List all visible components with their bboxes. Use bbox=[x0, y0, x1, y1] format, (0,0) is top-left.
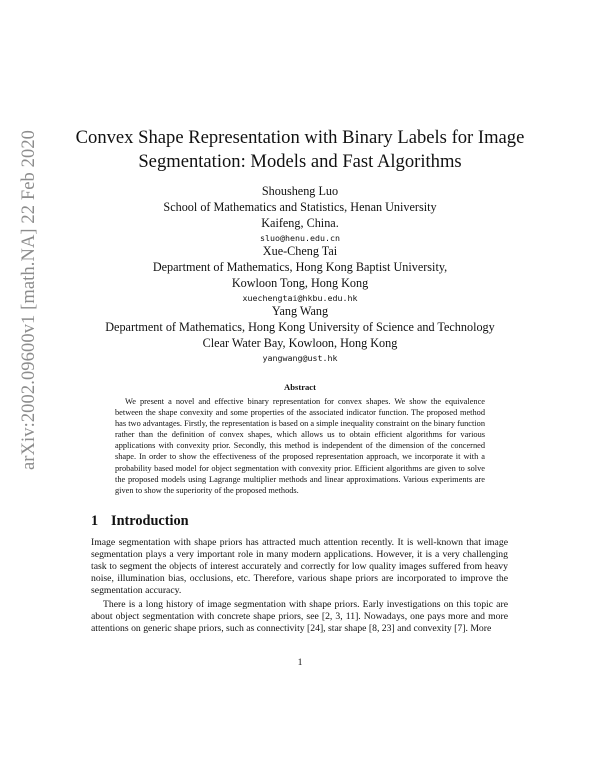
section-title: Introduction bbox=[111, 513, 189, 529]
author-block-3 bbox=[60, 303, 540, 365]
author-affiliation-line: Department of Mathematics, Hong Kong University of Science and Technology bbox=[105, 320, 495, 334]
author-affiliation-line: Clear Water Bay, Kowloon, Hong Kong bbox=[202, 336, 398, 350]
abstract-text: We present a novel and effective binary representation for convex shapes. We show the equivalence between the shape convexity and some properties of the associated indicator function. The proposed method has two advantages. Firstly, the representation is based on a simple inequality constraint on the binary function rather than the definition of convex shapes, which allows us to obtain efficient algorithms for various applications with convexity prior. Secondly, this method is independent of the dimension of the concerned shape. In order to show the effectiveness of the proposed representation approach, we incorporate it with a probability based model for object segmentation with convexity prior. Efficient algorithms are given to solve the proposed models using Lagrange multiplier methods and linear approximations. Various experiments are given to show the superiority of the proposed methods. bbox=[115, 397, 485, 495]
title-line-2: Segmentation: Models and Fast Algorithms bbox=[138, 151, 462, 172]
author-email: yangwang@ust.hk bbox=[262, 353, 338, 363]
author-block-1 bbox=[60, 183, 540, 245]
author-affiliation-line: School of Mathematics and Statistics, Henan University bbox=[163, 200, 437, 214]
author-affiliation-line: Department of Mathematics, Hong Kong Baptist University, bbox=[152, 260, 448, 274]
author-affiliation-line: Kowloon Tong, Hong Kong bbox=[231, 276, 369, 290]
page-number: 1 bbox=[297, 657, 303, 668]
author-email: sluo@henu.edu.cn bbox=[260, 233, 340, 243]
arxiv-margin-stamp: arXiv:2002.09600v1 [math.NA] 22 Feb 2020 bbox=[19, 129, 39, 471]
section-number: 1 bbox=[91, 513, 99, 529]
author-affiliation-line: Kaifeng, China. bbox=[261, 216, 339, 230]
author-name: Xue-Cheng Tai bbox=[262, 244, 338, 258]
author-block-2 bbox=[60, 243, 540, 305]
body-paragraph: Image segmentation with shape priors has attracted much attention recently. It is well-known that image segmentation plays a very important role in many modern applications. However, it is a very challenging task to segment the objects of interest accurately and correctly for low quality images suffered from heavy noise, illumination bias, occlusions, etc. Therefore, various shape priors are incorporated to improve the segmentation accuracy. bbox=[91, 537, 508, 597]
paper-title bbox=[60, 126, 540, 174]
author-name: Shousheng Luo bbox=[261, 184, 339, 198]
abstract-heading: Abstract bbox=[284, 382, 316, 392]
title-line-1: Convex Shape Representation with Binary Labels for Image bbox=[75, 127, 525, 148]
author-name: Yang Wang bbox=[271, 304, 329, 318]
body-paragraph: There is a long history of image segmentation with shape priors. Early investigations on this topic are about object segmentation with concrete shape priors, see [2, 3, 11]. Nowadays, one pays more and more attentions on generic shape priors, such as connectivity [24], star shape [8, 23] and convexity [7]. More bbox=[91, 599, 508, 635]
section-heading bbox=[91, 513, 189, 530]
author-email: xuechengtai@hkbu.edu.hk bbox=[242, 293, 358, 303]
